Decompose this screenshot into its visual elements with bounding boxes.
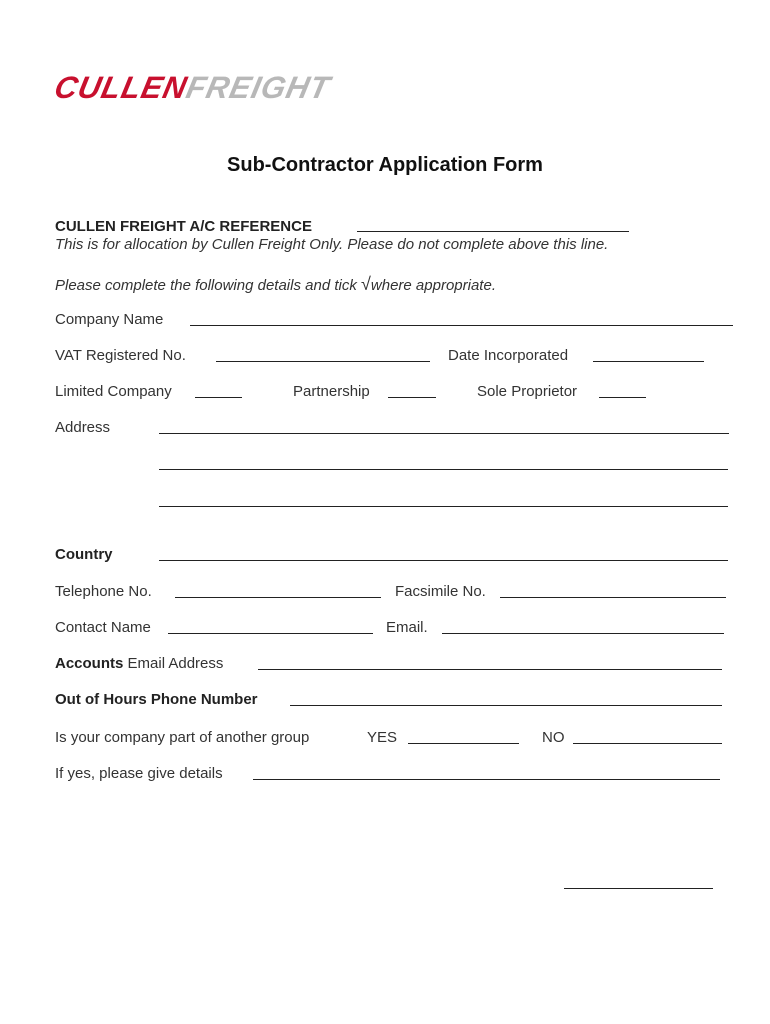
instruction-after: where appropriate. [370,277,496,294]
no-field[interactable] [573,743,722,744]
logo-part-freight: FREIGHT [183,70,334,105]
address-line-2[interactable] [159,469,728,470]
tick-icon: √ [361,274,371,294]
signature-line[interactable] [564,888,713,889]
accounts-label-bold: Accounts [55,655,124,672]
contact-name-label: Contact Name [55,619,151,636]
vat-label: VAT Registered No. [55,347,186,364]
logo-part-cullen: CULLEN [51,70,191,105]
company-name-label: Company Name [55,311,164,328]
telephone-field[interactable] [175,597,381,598]
instruction-before: Please complete the following details and tick [55,277,357,294]
partnership-tick-field[interactable] [388,397,436,398]
address-label: Address [55,419,111,436]
contact-name-field[interactable] [168,633,373,634]
address-line-3[interactable] [159,506,728,507]
page-title: Sub-Contractor Application Form [227,154,543,176]
email-label: Email. [386,619,428,636]
sole-proprietor-tick-field[interactable] [599,397,646,398]
reference-input-line[interactable] [357,231,629,232]
accounts-email-label [55,655,223,672]
date-incorporated-label: Date Incorporated [448,347,569,364]
instruction-text [55,274,496,295]
accounts-label-rest: Email Address [127,655,224,672]
facsimile-label: Facsimile No. [395,583,486,600]
reference-label: CULLEN FREIGHT A/C REFERENCE [55,218,312,235]
address-line-1[interactable] [159,433,729,434]
country-field[interactable] [159,560,728,561]
group-question-label: Is your company part of another group [55,729,310,746]
yes-label: YES [367,729,398,746]
sole-proprietor-label: Sole Proprietor [477,383,578,400]
telephone-label: Telephone No. [55,583,152,600]
out-of-hours-field[interactable] [290,705,722,706]
date-incorporated-field[interactable] [593,361,704,362]
country-label: Country [55,546,113,563]
email-field[interactable] [442,633,724,634]
yes-field[interactable] [408,743,519,744]
out-of-hours-label: Out of Hours Phone Number [55,691,258,708]
limited-company-label: Limited Company [55,383,172,400]
vat-field[interactable] [216,361,430,362]
no-label: NO [542,729,565,746]
accounts-email-field[interactable] [258,669,722,670]
facsimile-field[interactable] [500,597,726,598]
company-name-field[interactable] [190,325,733,326]
reference-note: This is for allocation by Cullen Freight Only. Please do not complete above this line. [55,236,609,253]
limited-company-tick-field[interactable] [195,397,242,398]
partnership-label: Partnership [293,383,370,400]
company-logo [51,70,333,106]
details-label: If yes, please give details [55,765,223,782]
details-field[interactable] [253,779,720,780]
